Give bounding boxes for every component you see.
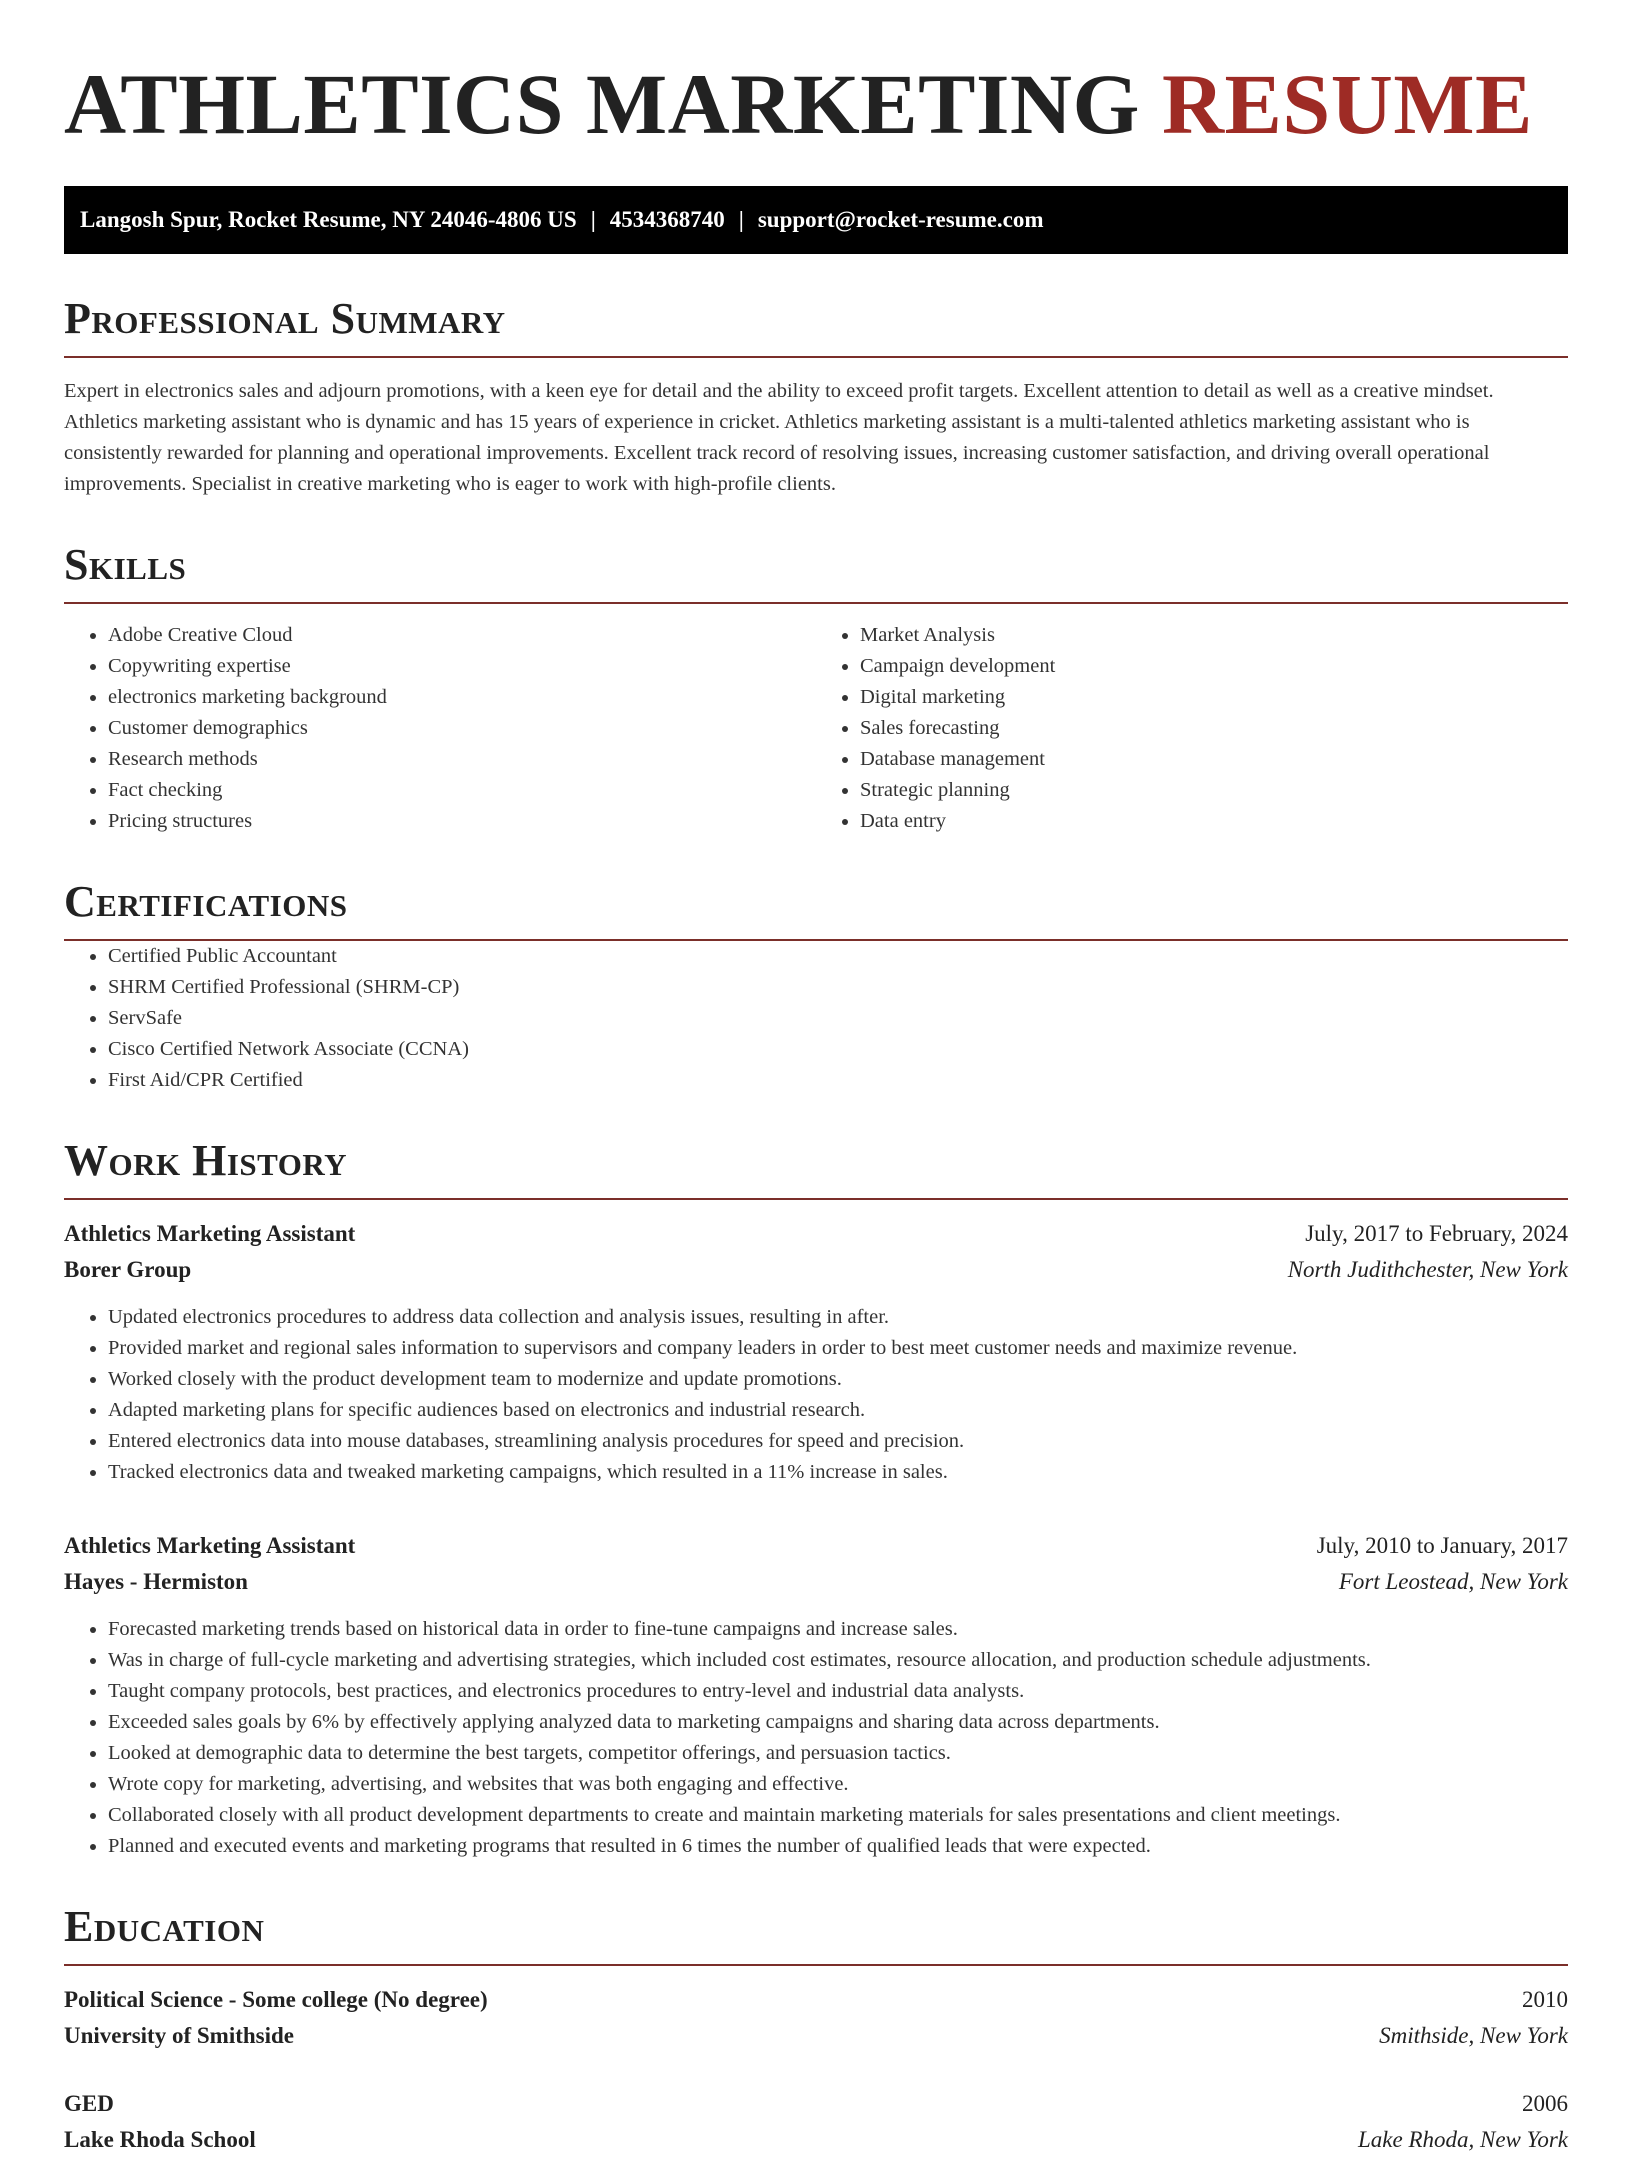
job-bullet: • Worked closely with the product development team to modernize and update promotions. <box>108 1364 1568 1395</box>
certifications-list <box>64 941 1568 1096</box>
job-bullet: • Adapted marketing plans for specific audiences based on electronics and industrial research. <box>108 1395 1568 1426</box>
job-bullet: • Wrote copy for marketing, advertising, and websites that was both engaging and effective. <box>108 1769 1568 1800</box>
skill-item: • Digital marketing <box>860 682 1568 713</box>
skills-columns <box>64 620 1568 837</box>
education-school: Lake Rhoda School <box>64 2127 256 2152</box>
skill-item: • Strategic planning <box>860 775 1568 806</box>
skill-item: • Sales forecasting <box>860 713 1568 744</box>
education-degree: Political Science - Some college (No degree) <box>64 1987 488 2012</box>
job-entry <box>64 1528 1568 1862</box>
summary-heading: Professional Summary <box>64 294 1568 358</box>
education-location: Smithside, New York <box>1379 2023 1568 2048</box>
skills-heading: Skills <box>64 540 1568 604</box>
skill-item: • electronics marketing background <box>108 682 816 713</box>
contact-email: support@rocket-resume.com <box>757 207 1044 232</box>
skill-item: • Database management <box>860 744 1568 775</box>
certification-item: • Certified Public Accountant <box>108 941 1568 972</box>
certification-item: • First Aid/CPR Certified <box>108 1065 1568 1096</box>
certification-item: • SHRM Certified Professional (SHRM-CP) <box>108 972 1568 1003</box>
education-entry <box>64 1982 1568 2054</box>
job-dates: July, 2010 to January, 2017 <box>1316 1533 1568 1558</box>
job-company-row <box>64 1564 1568 1600</box>
skills-list-left <box>64 620 816 837</box>
job-bullet: • Forecasted marketing trends based on historical data in order to fine-tune campaigns and increase sales. <box>108 1614 1568 1645</box>
skills-section <box>64 540 1568 837</box>
skill-item: • Data entry <box>860 806 1568 837</box>
page-title <box>64 56 1568 152</box>
job-role: Athletics Marketing Assistant <box>64 1221 356 1246</box>
job-location: North Judithchester, New York <box>1287 1257 1568 1282</box>
job-bullet: • Taught company protocols, best practices, and electronics procedures to entry-level and industrial data analysts. <box>108 1676 1568 1707</box>
certification-item: • ServSafe <box>108 1003 1568 1034</box>
title-main: ATHLETICS MARKETING <box>64 56 1140 152</box>
education-heading: Education <box>64 1902 1568 1966</box>
summary-text: Expert in electronics sales and adjourn promotions, with a keen eye for detail and the ability to exceed profit targets. Excellent attention to detail as well as a creative mindset. Athletics marketing assistant who is dynamic and has 15 years of experience in cricket. Athletics marketing assistant is a multi-talented athletics marketing assistant who is consistently rewarded for planning and operational improvements. Excellent track record of resolving issues, increasing customer satisfaction, and driving overall operational improvements. Specialist in creative marketing who is eager to work with high-profile clients. <box>64 380 1494 495</box>
skill-item: • Market Analysis <box>860 620 1568 651</box>
contact-address: Langosh Spur, Rocket Resume, NY 24046-4806 US <box>80 207 577 232</box>
certifications-section <box>64 877 1568 1096</box>
skill-item: • Research methods <box>108 744 816 775</box>
education-entry <box>64 2086 1568 2158</box>
job-dates: July, 2017 to February, 2024 <box>1305 1221 1568 1246</box>
job-bullet: • Exceeded sales goals by 6% by effectively applying analyzed data to marketing campaigns and sharing data across departments. <box>108 1707 1568 1738</box>
contact-bar <box>64 186 1568 254</box>
education-school-row <box>64 2018 1568 2054</box>
skill-item: • Campaign development <box>860 651 1568 682</box>
education-section <box>64 1902 1568 2158</box>
work-heading: Work History <box>64 1136 1568 1200</box>
skill-item: • Pricing structures <box>108 806 816 837</box>
job-role: Athletics Marketing Assistant <box>64 1533 356 1558</box>
education-degree-row <box>64 2086 1568 2122</box>
job-header-row <box>64 1528 1568 1564</box>
certification-item: • Cisco Certified Network Associate (CCNA) <box>108 1034 1568 1065</box>
job-company: Hayes - Hermiston <box>64 1569 248 1594</box>
job-bullet: • Looked at demographic data to determine the best targets, competitor offerings, and persuasion tactics. <box>108 1738 1568 1769</box>
job-company: Borer Group <box>64 1257 192 1282</box>
job-bullet: • Was in charge of full-cycle marketing and advertising strategies, which included cost estimates, resource allocation, and production schedule adjustments. <box>108 1645 1568 1676</box>
job-bullets <box>64 1614 1568 1862</box>
education-degree-row <box>64 1982 1568 2018</box>
education-year: 2010 <box>1522 1987 1568 2012</box>
education-location: Lake Rhoda, New York <box>1358 2127 1568 2152</box>
education-school-row <box>64 2122 1568 2158</box>
job-bullets <box>64 1302 1568 1488</box>
job-bullet: • Provided market and regional sales information to supervisors and company leaders in order to best meet customer needs and maximize revenue. <box>108 1333 1568 1364</box>
education-degree: GED <box>64 2091 114 2116</box>
job-bullet: • Tracked electronics data and tweaked marketing campaigns, which resulted in a 11% increase in sales. <box>108 1457 1568 1488</box>
education-year: 2006 <box>1522 2091 1568 2116</box>
job-header-row <box>64 1216 1568 1252</box>
contact-separator: | <box>590 207 596 232</box>
contact-separator: | <box>738 207 744 232</box>
job-bullet: • Planned and executed events and marketing programs that resulted in 6 times the number of qualified leads that were expected. <box>108 1831 1568 1862</box>
skill-item: • Adobe Creative Cloud <box>108 620 816 651</box>
education-school: University of Smithside <box>64 2023 294 2048</box>
certifications-heading: Certifications <box>64 877 1568 941</box>
job-location: Fort Leostead, New York <box>1338 1569 1568 1594</box>
job-entry <box>64 1216 1568 1488</box>
job-bullet: • Collaborated closely with all product development departments to create and maintain marketing materials for sales presentations and client meetings. <box>108 1800 1568 1831</box>
contact-phone: 4534368740 <box>609 207 725 232</box>
job-company-row <box>64 1252 1568 1288</box>
skill-item: • Fact checking <box>108 775 816 806</box>
work-section <box>64 1136 1568 1862</box>
summary-section <box>64 294 1568 500</box>
skills-list-right <box>816 620 1568 837</box>
job-bullet: • Entered electronics data into mouse databases, streamlining analysis procedures for speed and precision. <box>108 1426 1568 1457</box>
title-accent: RESUME <box>1161 56 1533 152</box>
skill-item: • Customer demographics <box>108 713 816 744</box>
job-bullet: • Updated electronics procedures to address data collection and analysis issues, resulting in after. <box>108 1302 1568 1333</box>
skill-item: • Copywriting expertise <box>108 651 816 682</box>
